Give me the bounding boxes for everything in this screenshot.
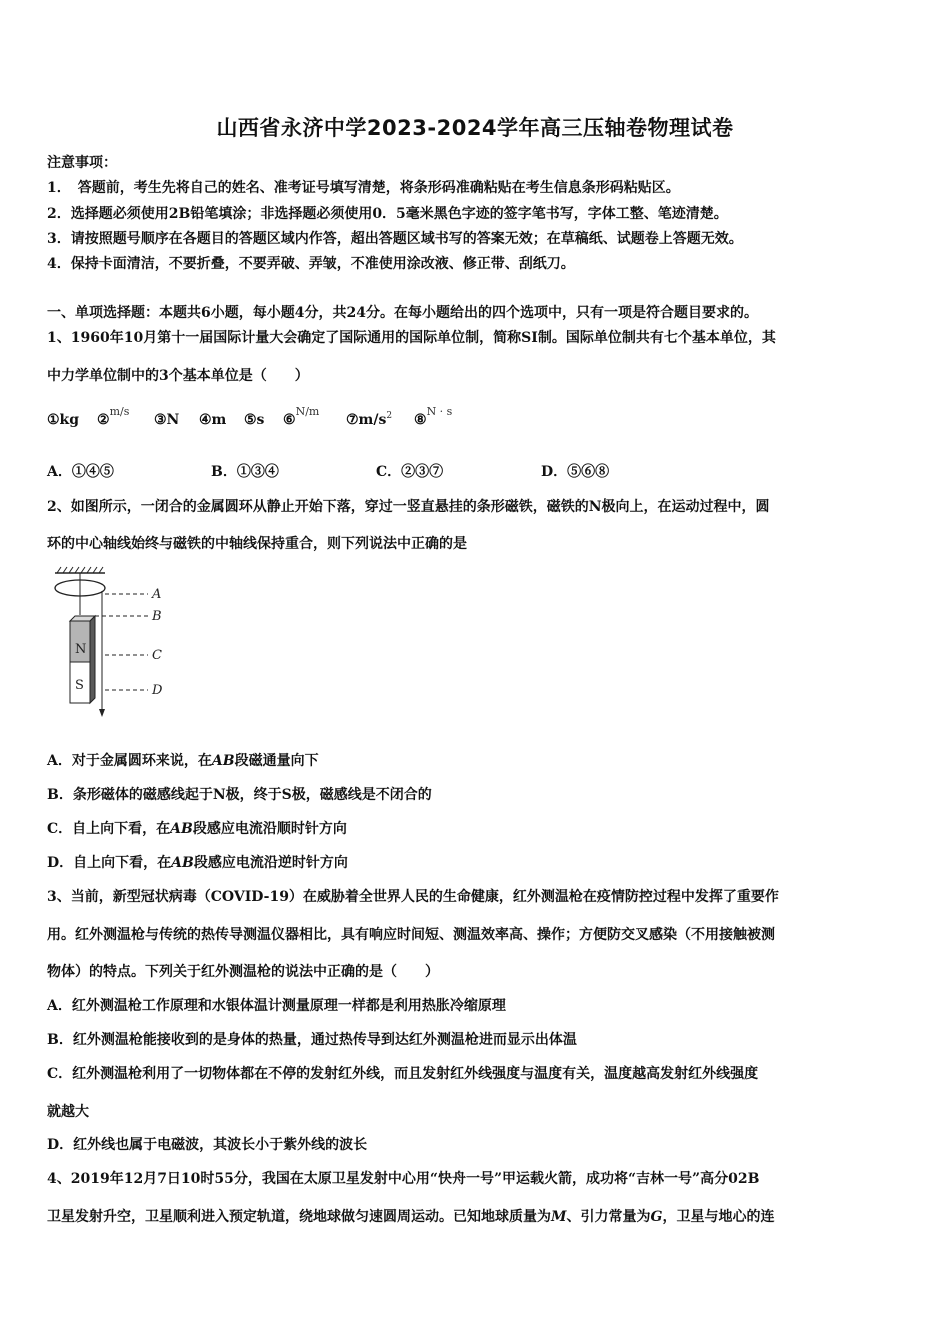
unit-npm: ⑥$^{N/m}$ [283,405,320,428]
option-b: B．①③④ [211,464,279,480]
notice-heading: 注意事项： [47,155,117,171]
option-a: A．红外测温枪工作原理和水银体温计测量原理一样都是利用热胀冷缩原理 [47,998,506,1014]
option-c-continued: 就越大 [47,1104,89,1120]
option-d: D．⑤⑥⑧ [541,464,610,480]
question-2-line: 2、如图所示，一闭合的金属圆环从静止开始下落，穿过一竖直悬挂的条形磁铁，磁铁的N极向上，在运动过程中，圆 [47,499,770,515]
question-3-line: 3、当前，新型冠状病毒（COVID-19）在威胁着全世界人民的生命健康，红外测温枪在疫情防控过程中发挥了重要作 [47,889,779,905]
question-4-line: 卫星发射升空，卫星顺利进入预定轨道，绕地球做匀速圆周运动。已知地球质量为M、引力常量为G，卫星与地心的连 [47,1209,775,1225]
unit-mps2: $⑦m/s^2$ [346,411,393,428]
notice-item: 1． 答题前，考生先将自己的姓名、准考证号填写清楚，将条形码准确粘贴在考生信息条形码粘贴区。 [47,180,680,196]
n-pole-label: N [75,642,87,657]
unit-ns: ⑧$^{N \cdot s}$ [414,405,453,428]
label-b: B [152,609,162,624]
option-c: C．红外测温枪利用了一切物体都在不停的发射红外线，而且发射红外线强度与温度有关，温度越高发射红外线强度 [47,1066,759,1082]
fall-arrow [99,709,105,717]
unit-mps: ②$^{m/s}$ [97,405,130,428]
question-4-line: 4、2019年12月7日10时55分，我国在太原卫星发射中心用“快舟一号”甲运载火箭，成功将“吉林一号”高分02B [47,1171,760,1187]
question-3-line: 用。红外测温枪与传统的热传导测温仪器相比，具有响应时间短、测温效率高、操作；方便防交叉感染（不用接触被测 [47,927,775,943]
label-d: D [152,683,163,698]
option-c: C．②③⑦ [376,464,444,480]
magnet-side [90,616,95,703]
option-c: C．自上向下看，在AB段感应电流沿顺时针方向 [47,821,347,837]
question-1-line: 中力学单位制中的3个基本单位是（ ） [47,368,309,384]
question-1-line: 1、1960年10月第十一届国际计量大会确定了国际通用的国际单位制，简称SI制。国际单位制共有七个基本单位，其 [47,330,776,346]
label-a: A [152,587,162,602]
notice-item: 3．请按照题号顺序在各题目的答题区域内作答，超出答题区域书写的答案无效；在草稿纸、试题卷上答题无效。 [47,231,743,247]
section-heading: 一、单项选择题：本题共6小题，每小题4分，共24分。在每小题给出的四个选项中，只有一项是符合题目要求的。 [47,305,758,321]
notice-item: 4．保持卡面清洁，不要折叠，不要弄破、弄皱，不准使用涂改液、修正带、刮纸刀。 [47,256,575,272]
unit-m: ④m [199,412,227,428]
option-b: B．条形磁体的磁感线起于N极，终于S极，磁感线是不闭合的 [47,787,432,803]
unit-n: ③N [154,412,180,428]
question-2-line: 环的中心轴线始终与磁铁的中轴线保持重合，则下列说法中正确的是 [47,536,467,552]
option-d: D．自上向下看，在AB段感应电流沿逆时针方向 [47,855,348,871]
unit-kg: ①kg [47,412,80,428]
page-title: 山西省永济中学2023-2024学年高三压轴卷物理试卷 [216,116,734,140]
question-3-line: 物体）的特点。下列关于红外测温枪的说法中正确的是（ ） [47,964,439,980]
label-c: C [152,648,162,663]
ceiling-hatch [57,567,103,573]
option-b: B．红外测温枪能接收到的是身体的热量，通过热传导到达红外测温枪进而显示出体温 [47,1032,577,1048]
option-a: A．对于金属圆环来说，在AB段磁通量向下 [47,753,319,769]
magnet-ring-figure [45,563,185,723]
option-a: A．①④⑤ [47,464,114,480]
notice-item: 2．选择题必须使用2B铅笔填涂；非选择题必须使用0．5毫米黑色字迹的签字笔书写，字体工整、笔迹清楚。 [47,206,728,222]
option-d: D．红外线也属于电磁波，其波长小于紫外线的波长 [47,1137,368,1153]
s-pole-label: S [75,678,84,693]
unit-s: ⑤s [244,412,265,428]
